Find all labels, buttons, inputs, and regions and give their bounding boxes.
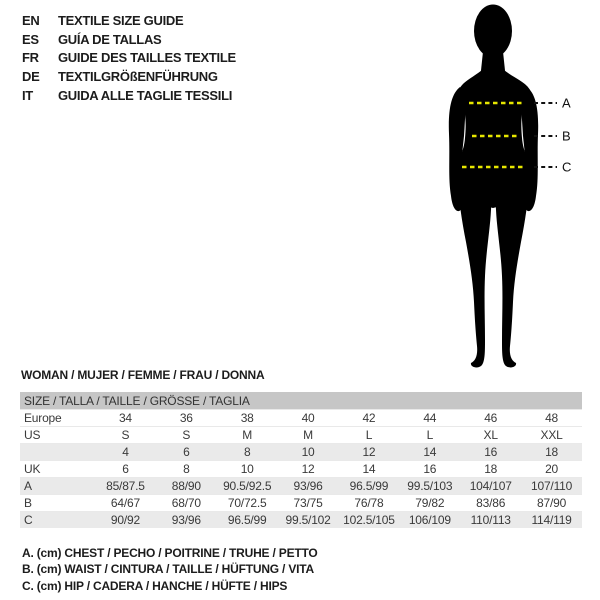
language-row-en — [22, 12, 236, 31]
language-title: GUIDE DES TAILLES TEXTILE — [58, 50, 236, 66]
size-cell: 99.5/102 — [278, 512, 339, 529]
size-cell: 90/92 — [95, 512, 156, 529]
row-label: C — [20, 512, 95, 529]
size-cell: 16 — [423, 462, 437, 476]
language-row-de — [22, 68, 236, 87]
waist-label: B — [562, 128, 571, 144]
size-cell: 46 — [484, 411, 498, 425]
size-cell: 44 — [423, 411, 437, 425]
size-cell: 6 — [156, 444, 217, 461]
table-row-waist-b — [20, 495, 582, 512]
language-list — [22, 12, 236, 106]
legend-waist: B. (cm) WAIST / CINTURA / TAILLE / HÜFTUNG / VITA — [22, 562, 314, 577]
measurement-figure — [420, 0, 580, 380]
section-title-woman: WOMAN / MUJER / FEMME / FRAU / DONNA — [21, 368, 265, 382]
hip-label: C — [562, 159, 572, 175]
size-cell: 64/67 — [110, 496, 140, 510]
language-title: TEXTILE SIZE GUIDE — [58, 13, 184, 28]
size-cell: S — [182, 428, 191, 442]
size-cell: XXL — [540, 428, 563, 442]
row-label: B — [24, 496, 32, 510]
size-cell: 36 — [179, 411, 193, 425]
size-cell: 16 — [460, 444, 521, 461]
size-cell: 107/110 — [521, 478, 582, 495]
language-code: FR — [22, 50, 39, 66]
size-cell: 106/109 — [399, 512, 460, 529]
row-label: Europe — [24, 411, 62, 425]
size-cell: 18 — [484, 462, 498, 476]
language-title: GUIDA ALLE TAGLIE TESSILI — [58, 87, 233, 103]
size-cell: 85/87.5 — [95, 478, 156, 495]
size-table — [20, 392, 582, 528]
size-cell: 90.5/92.5 — [217, 478, 278, 495]
table-row-europe — [20, 410, 582, 427]
size-cell: 87/90 — [537, 496, 567, 510]
measurement-legend — [22, 545, 318, 594]
size-cell: 93/96 — [278, 478, 339, 495]
size-cell: 14 — [399, 444, 460, 461]
table-row-us — [20, 427, 582, 444]
size-cell: 4 — [95, 444, 156, 461]
table-row-hip-c — [20, 512, 582, 529]
size-cell: 79/82 — [415, 496, 445, 510]
woman-silhouette — [449, 5, 538, 368]
size-cell: 10 — [278, 444, 339, 461]
size-cell: 38 — [240, 411, 254, 425]
row-label: A — [20, 478, 95, 495]
size-cell: 14 — [362, 462, 376, 476]
size-cell: 88/90 — [156, 478, 217, 495]
size-cell: 114/119 — [521, 512, 582, 529]
table-row-uk — [20, 461, 582, 478]
size-cell: XL — [483, 428, 498, 442]
size-cell: 76/78 — [354, 496, 384, 510]
size-cell: 20 — [545, 462, 559, 476]
size-cell: 12 — [339, 444, 400, 461]
size-cell: 102.5/105 — [339, 512, 400, 529]
size-cell: 8 — [217, 444, 278, 461]
size-cell: S — [121, 428, 130, 442]
language-row-es — [22, 31, 236, 50]
size-cell: 40 — [301, 411, 315, 425]
table-row-chest-a — [20, 478, 582, 495]
size-cell: 83/86 — [476, 496, 506, 510]
size-cell: 42 — [362, 411, 376, 425]
size-cell: 99.5/103 — [399, 478, 460, 495]
size-cell: 12 — [301, 462, 315, 476]
legend-chest: A. (cm) CHEST / PECHO / POITRINE / TRUHE / PETTO — [22, 546, 318, 560]
size-table-header-row — [20, 392, 582, 410]
size-cell: 6 — [122, 462, 129, 476]
size-cell: 68/70 — [171, 496, 201, 510]
row-label: UK — [24, 462, 41, 476]
size-cell: M — [303, 428, 313, 442]
size-cell: L — [365, 428, 373, 442]
language-row-it — [22, 87, 236, 106]
language-title: GUÍA DE TALLAS — [58, 31, 162, 47]
language-code: EN — [22, 13, 40, 28]
language-code: IT — [22, 87, 33, 103]
size-cell: 70/72.5 — [227, 496, 267, 510]
legend-hip: C. (cm) HIP / CADERA / HANCHE / HÜFTE / HIPS — [22, 578, 288, 593]
size-cell: 104/107 — [460, 478, 521, 495]
table-row-us-numeric — [20, 444, 582, 461]
size-cell: 96.5/99 — [339, 478, 400, 495]
size-cell: L — [426, 428, 434, 442]
language-code: ES — [22, 31, 39, 47]
size-cell: 10 — [240, 462, 254, 476]
size-cell: 96.5/99 — [217, 512, 278, 529]
language-row-fr — [22, 49, 236, 68]
size-cell: 48 — [545, 411, 559, 425]
size-cell: 8 — [183, 462, 190, 476]
size-cell: 18 — [521, 444, 582, 461]
size-cell: 73/75 — [293, 496, 323, 510]
size-cell: 34 — [118, 411, 132, 425]
size-cell: 110/113 — [460, 512, 521, 529]
size-cell: M — [242, 428, 253, 442]
row-label — [20, 444, 95, 461]
chest-label: A — [562, 95, 571, 111]
size-table-header: SIZE / TALLA / TAILLE / GRÖSSE / TAGLIA — [20, 392, 582, 410]
row-label: US — [24, 428, 41, 442]
woman-silhouette-diagram — [420, 0, 580, 380]
language-title: TEXTILGRÖßENFÜHRUNG — [58, 69, 218, 85]
language-code: DE — [22, 69, 40, 85]
size-cell: 93/96 — [156, 512, 217, 529]
